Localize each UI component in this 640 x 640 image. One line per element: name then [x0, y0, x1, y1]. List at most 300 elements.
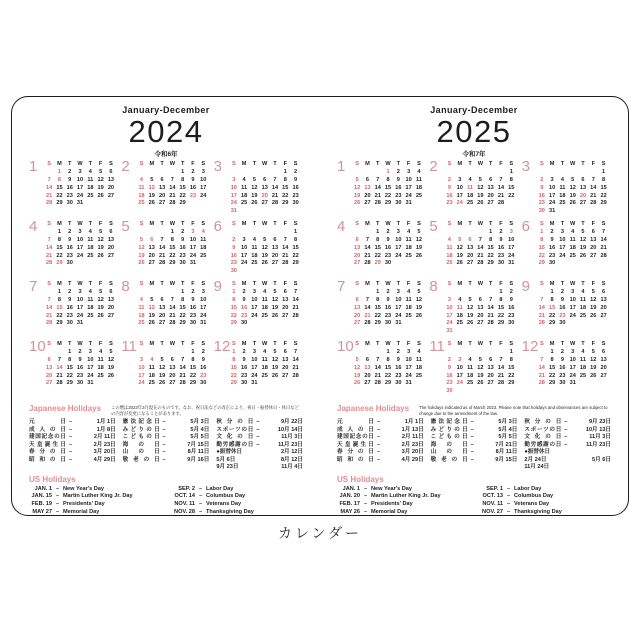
- jp-holiday-row: [431, 419, 518, 427]
- month-days: [537, 341, 609, 388]
- weekday-cell: M: [457, 281, 463, 287]
- day-cell: 19: [148, 312, 155, 319]
- day-cell: 8: [57, 176, 61, 183]
- day-cell: 26: [271, 372, 279, 379]
- day-cell: 5: [591, 348, 595, 355]
- weekday-cell: F: [591, 341, 595, 347]
- day-cell: 3: [252, 288, 256, 295]
- day-cell: 12: [97, 176, 104, 183]
- holidays-note: The holidays indicated as of March 2023. Please note that holidays and observances are subject to change due to the amendment of the law.: [419, 405, 608, 416]
- day-cell: 29: [230, 320, 237, 327]
- day-cell: 25: [415, 192, 423, 199]
- us-holiday-name: Martin Luther King Jr. Day: [63, 493, 133, 500]
- day-cell: 13: [261, 184, 268, 191]
- holiday-name: 成人の日: [337, 426, 374, 433]
- day-cell: 27: [261, 200, 268, 207]
- day-cell: 12: [261, 244, 268, 251]
- day-cell: 28: [590, 200, 597, 207]
- day-cell: 20: [169, 372, 176, 379]
- jp-holiday-row: [337, 457, 424, 465]
- day-cell: 5: [417, 288, 421, 295]
- day-cell: 10: [456, 184, 463, 191]
- day-cell: 24: [456, 380, 463, 387]
- day-cell: 13: [158, 304, 166, 311]
- day-cell: 13: [477, 304, 484, 311]
- month-days: [444, 221, 516, 268]
- weekday-cell: T: [376, 221, 380, 227]
- day-cell: 9: [540, 184, 544, 191]
- us-holiday-name: Thanksgiving Day: [514, 509, 562, 516]
- dash: –: [162, 456, 166, 463]
- month-block: [121, 338, 210, 401]
- day-cell: 5: [139, 236, 144, 243]
- day-cell: 27: [169, 380, 176, 387]
- day-cell: 23: [548, 252, 556, 259]
- day-cell: 9: [396, 356, 400, 363]
- dash: –: [256, 419, 260, 426]
- day-cell: 20: [364, 192, 371, 199]
- day-cell: 1: [57, 168, 61, 175]
- month-number: 4: [29, 218, 38, 235]
- day-cell: 9: [499, 236, 503, 243]
- day-cell: 14: [46, 244, 53, 251]
- holiday-date: 7月 21日: [495, 441, 518, 448]
- weekday-cell: T: [468, 281, 472, 287]
- weekday-cell: S: [109, 281, 113, 287]
- holiday-name: 憲法記念日: [122, 419, 160, 426]
- day-cell: 23: [497, 252, 505, 259]
- jp-holiday-row: [216, 419, 303, 427]
- day-cell: 24: [138, 380, 145, 387]
- day-cell: 24: [456, 200, 463, 207]
- holiday-name: 元日: [29, 419, 66, 426]
- day-cell: 31: [395, 320, 402, 327]
- day-cell: 28: [364, 260, 371, 267]
- day-cell: 14: [364, 244, 371, 251]
- day-cell: 6: [365, 356, 369, 363]
- weekday-cell: S: [417, 221, 421, 227]
- us-holiday-row: [337, 501, 468, 509]
- day-cell: 30: [76, 380, 84, 387]
- day-cell: 8: [509, 176, 513, 183]
- day-cell: 3: [191, 228, 195, 235]
- day-cell: 14: [374, 364, 381, 371]
- day-cell: 18: [569, 244, 576, 251]
- day-cell: 23: [179, 252, 186, 259]
- day-cell: 14: [497, 184, 505, 191]
- day-cell: 15: [230, 304, 237, 311]
- weekday-cell: T: [273, 221, 277, 227]
- weekday-cell: M: [365, 161, 370, 167]
- day-cell: 18: [559, 192, 566, 199]
- weekday-cell: S: [201, 161, 206, 167]
- dash: –: [363, 501, 368, 508]
- weekday-cell: F: [499, 341, 503, 347]
- day-cell: 13: [107, 236, 115, 243]
- us-holiday-date: NOV. 11: [482, 501, 503, 508]
- jp-holiday-row: [431, 434, 518, 442]
- weekday-cell: F: [283, 221, 287, 227]
- day-cell: 30: [559, 320, 566, 327]
- day-cell: 29: [56, 200, 63, 207]
- day-cell: 22: [56, 312, 63, 319]
- jp-holiday-column: [123, 419, 210, 472]
- month-block: [337, 278, 426, 341]
- day-cell: 13: [148, 244, 155, 251]
- year-label: 2025: [436, 114, 512, 149]
- day-cell: 26: [261, 260, 268, 267]
- day-cell: 16: [179, 244, 186, 251]
- month-block: [121, 218, 210, 281]
- day-cell: 13: [282, 296, 289, 303]
- day-cell: 25: [240, 200, 248, 207]
- day-cell: 6: [109, 168, 113, 175]
- day-cell: 4: [407, 228, 411, 235]
- day-cell: 13: [282, 356, 289, 363]
- day-cell: 2: [386, 288, 390, 295]
- month-block: [429, 218, 518, 281]
- day-cell: 15: [508, 364, 515, 371]
- day-cell: 8: [602, 176, 606, 183]
- holiday-name: 昭和の日: [29, 456, 66, 463]
- day-cell: 12: [569, 184, 576, 191]
- weekday-cell: W: [169, 161, 175, 167]
- day-cell: 16: [559, 364, 566, 371]
- day-cell: 6: [489, 356, 493, 363]
- day-cell: 1: [509, 348, 513, 355]
- day-cell: 5: [581, 228, 585, 235]
- us-holiday-name: Veterans Day: [206, 501, 242, 508]
- month-number: 4: [337, 218, 346, 235]
- day-cell: 17: [569, 304, 576, 311]
- us-holiday-date: FEB. 17: [339, 501, 360, 508]
- weekday-cell: S: [417, 341, 421, 347]
- day-cell: 30: [230, 268, 237, 275]
- day-cell: 17: [200, 184, 207, 191]
- day-cell: 26: [579, 252, 587, 259]
- day-cell: 10: [559, 236, 566, 243]
- day-cell: 15: [374, 244, 381, 251]
- calendar-header-2025: [337, 105, 611, 158]
- day-cell: 22: [548, 372, 556, 379]
- day-cell: 6: [160, 176, 164, 183]
- holiday-date: 11月 23日: [586, 441, 612, 448]
- day-cell: 7: [47, 236, 51, 243]
- day-cell: 5: [478, 356, 482, 363]
- panel-2025: [320, 97, 628, 515]
- day-cell: 12: [590, 356, 597, 363]
- day-cell: 11: [405, 236, 412, 243]
- day-cell: 19: [158, 372, 166, 379]
- day-cell: 24: [548, 200, 556, 207]
- day-cell: 21: [364, 312, 371, 319]
- day-cell: 17: [138, 372, 145, 379]
- day-cell: 19: [271, 304, 279, 311]
- day-cell: 24: [230, 200, 237, 207]
- day-cell: 31: [87, 380, 94, 387]
- weekday-cell: T: [160, 161, 164, 167]
- weekday-cell: T: [396, 161, 401, 167]
- day-cell: 20: [107, 184, 115, 191]
- weekday-cell: T: [488, 221, 493, 227]
- day-cell: 8: [489, 236, 493, 243]
- day-cell: 9: [68, 296, 72, 303]
- day-cell: 20: [282, 304, 289, 311]
- day-cell: 28: [158, 260, 166, 267]
- day-cell: 1: [602, 168, 606, 175]
- day-cell: 14: [292, 296, 299, 303]
- weekday-cell: T: [581, 161, 585, 167]
- month-days: [229, 341, 301, 388]
- month-block: [29, 338, 118, 401]
- day-cell: 5: [99, 168, 103, 175]
- day-cell: 4: [560, 176, 564, 183]
- day-cell: 12: [107, 356, 115, 363]
- weekday-cell: S: [417, 161, 421, 167]
- weekday-cell: T: [273, 161, 277, 167]
- day-cell: 20: [364, 372, 371, 379]
- day-cell: 3: [407, 348, 411, 355]
- day-cell: 11: [415, 176, 422, 183]
- us-holiday-row: [480, 509, 611, 516]
- day-cell: 7: [376, 356, 380, 363]
- us-holiday-row: [29, 509, 160, 516]
- us-holiday-row: [172, 486, 303, 494]
- day-cell: 22: [56, 192, 63, 199]
- day-cell: 28: [600, 252, 607, 259]
- day-cell: 11: [456, 304, 463, 311]
- day-cell: 16: [189, 304, 197, 311]
- month-block: [337, 218, 426, 281]
- holiday-name: スポーツの日: [216, 426, 254, 433]
- month-block: [429, 338, 518, 401]
- day-cell: 29: [66, 380, 73, 387]
- day-cell: 21: [46, 312, 53, 319]
- day-cell: 23: [384, 312, 392, 319]
- day-cell: 4: [468, 356, 472, 363]
- weekday-cell: T: [376, 281, 380, 287]
- day-cell: 15: [384, 364, 392, 371]
- weekday-cell: T: [88, 161, 93, 167]
- day-cell: 4: [139, 296, 144, 303]
- era-label: 令和6年: [154, 151, 178, 158]
- weekday-cell: F: [191, 161, 195, 167]
- day-cell: 12: [148, 304, 155, 311]
- day-cell: 6: [283, 348, 287, 355]
- day-cell: 27: [600, 372, 607, 379]
- dash: –: [256, 441, 260, 448]
- day-cell: 29: [374, 260, 381, 267]
- day-cell: 6: [468, 236, 472, 243]
- us-columns: [29, 486, 303, 516]
- day-cell: 16: [292, 184, 299, 191]
- day-cell: 12: [148, 184, 155, 191]
- dash: –: [55, 493, 60, 500]
- weekday-cell: T: [180, 221, 185, 227]
- day-cell: 25: [405, 252, 412, 259]
- holiday-date: 4月 29日: [401, 456, 424, 463]
- holiday-name: 春分の日: [29, 449, 66, 456]
- day-cell: 22: [497, 312, 505, 319]
- day-cell: 22: [169, 252, 176, 259]
- weekday-cell: W: [385, 161, 391, 167]
- dash: –: [376, 419, 381, 426]
- day-cell: 18: [261, 304, 268, 311]
- weekday-cell: T: [560, 161, 565, 167]
- month-block: [521, 218, 611, 281]
- day-cell: 22: [56, 252, 63, 259]
- month-days: [352, 341, 424, 388]
- weekday-cell: S: [201, 221, 206, 227]
- day-cell: 27: [590, 252, 597, 259]
- month-block: [213, 158, 303, 221]
- day-cell: 2: [560, 348, 564, 355]
- day-cell: 13: [590, 236, 597, 243]
- day-cell: 9: [386, 236, 390, 243]
- day-cell: 28: [46, 200, 53, 207]
- us-holiday-column: [337, 486, 468, 516]
- day-cell: 16: [508, 304, 515, 311]
- day-cell: 29: [230, 380, 237, 387]
- day-cell: 2: [294, 168, 298, 175]
- month-number: 5: [429, 218, 438, 235]
- day-cell: 8: [386, 176, 390, 183]
- day-cell: 12: [354, 184, 361, 191]
- weekday-cell: S: [293, 161, 298, 167]
- day-cell: 8: [68, 356, 72, 363]
- day-cell: 13: [600, 296, 607, 303]
- day-cell: 17: [395, 304, 402, 311]
- dash: –: [198, 485, 203, 492]
- day-cell: 26: [251, 200, 258, 207]
- day-cell: 11: [261, 356, 268, 363]
- holiday-name: 元日: [337, 419, 374, 426]
- day-cell: 27: [107, 252, 115, 259]
- day-cell: 17: [230, 192, 237, 199]
- day-cell: 25: [559, 200, 566, 207]
- day-cell: 2: [232, 236, 236, 243]
- weekday-cell: T: [581, 281, 585, 287]
- day-cell: 22: [600, 192, 607, 199]
- weekday-cell: T: [396, 221, 401, 227]
- holiday-name: 勤労感謝の日: [524, 441, 562, 448]
- day-cell: 12: [415, 236, 423, 243]
- us-holiday-row: [172, 493, 303, 501]
- jp-holiday-row: [123, 457, 210, 465]
- day-cell: 4: [99, 348, 103, 355]
- day-cell: 3: [396, 228, 400, 235]
- holiday-name: みどりの日: [122, 426, 160, 433]
- holiday-name: 建国記念の日: [337, 434, 374, 441]
- weekday-cell: S: [355, 221, 360, 227]
- day-cell: 10: [251, 356, 258, 363]
- month-days: [444, 281, 516, 336]
- holiday-name: 敬老の日: [430, 456, 468, 463]
- day-cell: 19: [590, 364, 597, 371]
- day-cell: 14: [538, 364, 545, 371]
- day-cell: 13: [466, 244, 474, 251]
- month-block: [29, 218, 118, 281]
- day-cell: 23: [395, 372, 402, 379]
- month-block: [213, 218, 303, 281]
- day-cell: 24: [395, 312, 402, 319]
- day-cell: 18: [579, 304, 587, 311]
- day-cell: 26: [97, 312, 104, 319]
- holiday-date: 3月 20日: [93, 449, 116, 456]
- jp-holiday-row: [123, 449, 210, 457]
- weekday-cell: F: [98, 221, 103, 227]
- day-cell: 11: [580, 356, 586, 363]
- day-cell: 7: [47, 296, 51, 303]
- day-cell: 23: [66, 252, 73, 259]
- day-cell: 1: [499, 288, 503, 295]
- day-cell: 17: [240, 252, 248, 259]
- weekday-cell: T: [560, 221, 565, 227]
- day-cell: 6: [273, 236, 277, 243]
- day-cell: 12: [456, 244, 463, 251]
- holiday-date: 10月 14日: [277, 426, 304, 433]
- month-block: [337, 158, 426, 221]
- day-cell: 8: [191, 356, 195, 363]
- dash: –: [376, 441, 381, 448]
- day-cell: 7: [181, 356, 185, 363]
- day-cell: 30: [179, 260, 186, 267]
- dash: –: [470, 426, 474, 433]
- dash: –: [470, 441, 474, 448]
- holiday-name: 秋分の日: [216, 419, 254, 426]
- day-cell: 25: [148, 380, 155, 387]
- day-cell: 10: [200, 296, 207, 303]
- day-cell: 1: [386, 348, 390, 355]
- day-cell: 17: [189, 244, 197, 251]
- day-cell: 29: [548, 320, 556, 327]
- day-cell: 24: [251, 312, 258, 319]
- day-cell: 18: [415, 364, 423, 371]
- day-cell: 29: [384, 380, 392, 387]
- day-cell: 15: [374, 304, 381, 311]
- day-cell: 1: [550, 288, 554, 295]
- weekday-cell: T: [68, 161, 72, 167]
- day-cell: 16: [446, 192, 453, 199]
- weekday-cell: T: [180, 281, 185, 287]
- day-cell: 17: [559, 244, 566, 251]
- weekday-cell: T: [581, 341, 585, 347]
- day-cell: 19: [477, 372, 484, 379]
- weekday-cell: T: [160, 221, 164, 227]
- us-holiday-name: Memorial Day: [63, 509, 100, 516]
- day-cell: 17: [548, 192, 556, 199]
- day-cell: 26: [148, 200, 155, 207]
- day-cell: 6: [109, 288, 113, 295]
- day-cell: 27: [158, 200, 166, 207]
- dash: –: [162, 449, 166, 456]
- day-cell: 26: [569, 200, 576, 207]
- weekday-cell: M: [149, 221, 155, 227]
- day-cell: 28: [292, 372, 299, 379]
- weekday-cell: F: [191, 281, 195, 287]
- day-cell: 14: [56, 364, 63, 371]
- weekday-cell: T: [180, 161, 185, 167]
- weekday-cell: F: [406, 161, 411, 167]
- weekday-cell: S: [109, 221, 113, 227]
- day-cell: 9: [509, 296, 513, 303]
- weekday-cell: T: [160, 341, 164, 347]
- weekday-cell: T: [396, 341, 401, 347]
- dash: –: [68, 456, 73, 463]
- month-days: [136, 281, 208, 328]
- day-cell: 17: [405, 364, 412, 371]
- day-cell: 6: [365, 176, 369, 183]
